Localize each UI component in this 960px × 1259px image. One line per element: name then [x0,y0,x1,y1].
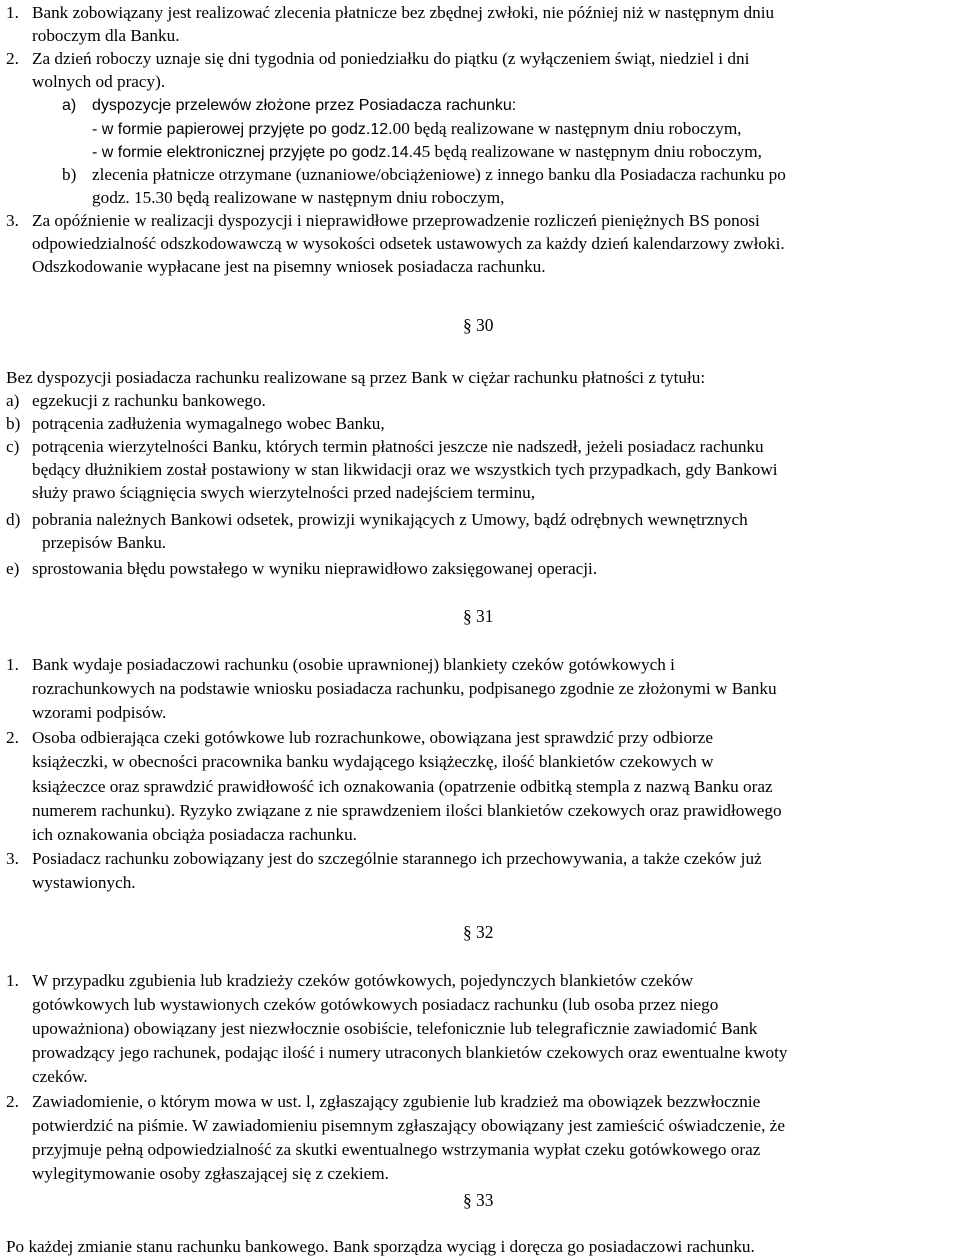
paragraph-line: Po każdej zmianie stanu rachunku bankowego. Bank sporządza wyciąg i doręcza go posiadaczowi rachunku. [6,1237,755,1256]
paragraph-line: Za dzień roboczy uznaje się dni tygodnia od poniedziałku do piątku (z wyłączeniem świąt, niedziel i dni [32,49,750,68]
paragraph-line: przyjmuje pełną odpowiedzialność za skutki ewentualnego wstrzymania wypłat czeku gotówkowego oraz [32,1140,761,1159]
paragraph-line: wylegitymowanie osoby zgłaszającej się z czekiem. [32,1164,389,1183]
paragraph-line: przepisów Banku. [42,533,167,552]
list-number: 2. [6,49,19,68]
sub-line-serif: 00 będą realizowane w następnym dniu roboczym, [392,119,742,138]
paragraph-line: Posiadacz rachunku zobowiązany jest do szczególnie starannego ich przechowywania, a także czeków już [32,849,762,868]
paragraph-line: Odszkodowanie wypłacane jest na pisemny wniosek posiadacza rachunku. [32,257,546,276]
paragraph-line: prowadzący jego rachunek, podając ilość i numery utraconych blankietów czekowych oraz ewentualne kwoty [32,1043,788,1062]
section-heading-33: § 33 [463,1190,494,1210]
section-heading-32: § 32 [463,922,494,942]
paragraph-line: gotówkowych lub wystawionych czeków gotówkowych posiadacz rachunku (lub osoba przez niego [32,995,719,1014]
paragraph-line: upoważniona) obowiązany jest niezwłocznie osobiście, telefonicznie lub telegraficznie zawiadomić Bank [32,1019,758,1038]
sub-heading: dyspozycje przelewów złożone przez Posiadacza rachunku: [92,97,517,114]
list-number: 1. [6,3,19,22]
paragraph-line: rozrachunkowych na podstawie wniosku posiadacza rachunku, podpisanego zgodnie ze złożonymi w Banku [32,679,777,698]
paragraph-line: odpowiedzialność odszkodowawczą w wysokości odsetek ustawowych za każdy dzień kalendarzowy zwłoki. [32,234,785,253]
list-number: 3. [6,211,19,230]
paragraph-line: potrącenia wierzytelności Banku, których termin płatności jeszcze nie nadszedł, jeżeli posiadacz rachunku [32,437,764,456]
paragraph-line: służy prawo ściągnięcia swych wierzytelności przed nadejściem terminu, [32,483,536,502]
section-heading-30: § 30 [463,315,494,335]
list-label: a) [6,391,20,410]
paragraph-line: W przypadku zgubienia lub kradzieży czeków gotówkowych, pojedynczych blankietów czeków [32,971,694,990]
paragraph-line: wolnych od pracy). [32,72,166,91]
paragraph-line: Zawiadomienie, o którym mowa w ust. l, zgłaszający zgubienie lub kradzież ma obowiązek bezzwłocznie [32,1092,761,1111]
list-number: 2. [6,1092,19,1111]
paragraph-line: numerem rachunku). Ryzyko związane z nie sprawdzeniem ilości blankietów czekowych oraz prawidłowego [32,801,782,820]
paragraph-line: wystawionych. [32,873,136,892]
paragraph-line: ich oznakowania obciąża posiadacza rachunku. [32,825,357,844]
paragraph-line: Osoba odbierająca czeki gotówkowe lub rozrachunkowe, obowiązana jest sprawdzić przy odbiorze [32,728,714,747]
paragraph-line: Bez dyspozycji posiadacza rachunku realizowane są przez Bank w ciężar rachunku płatności z tytułu: [6,368,706,387]
sub-line-sans: - w formie elektronicznej przyjęte po godz.14. [92,144,414,161]
sub-line-sans: - w formie papierowej przyjęte po godz.12. [92,121,393,138]
paragraph-line: egzekucji z rachunku bankowego. [32,391,266,410]
sub-label: b) [62,165,77,184]
list-label: b) [6,414,21,433]
paragraph-line: zlecenia płatnicze otrzymane (uznaniowe/obciążeniowe) z innego banku dla Posiadacza rachunku po [92,165,786,184]
paragraph-line: Za opóźnienie w realizacji dyspozycji i nieprawidłowe przeprowadzenie rozliczeń pieniężnych BS ponosi [32,211,760,230]
list-number: 2. [6,728,19,747]
paragraph-line: Bank zobowiązany jest realizować zlecenia płatnicze bez zbędnej zwłoki, nie później niż w następnym dniu [32,3,775,22]
paragraph-line: wzorami podpisów. [32,703,167,722]
paragraph-line: Bank wydaje posiadaczowi rachunku (osobie uprawnionej) blankiety czeków gotówkowych i [32,655,675,674]
paragraph-line: sprostowania błędu powstałego w wyniku nieprawidłowo zaksięgowanej operacji. [32,559,598,578]
paragraph-line: pobrania należnych Bankowi odsetek, prowizji wynikających z Umowy, bądź odrębnych wewnętrznych [32,510,748,529]
paragraph-line: będący dłużnikiem został postawiony w stan likwidacji oraz we wszystkich tych przypadkach, gdy Bankowi [32,460,778,479]
paragraph-line: godz. 15.30 będą realizowane w następnym dniu roboczym, [92,188,505,207]
sub-label: a) [62,97,77,114]
paragraph-line: potwierdzić na piśmie. W zawiadomieniu pisemnym zgłaszający obowiązany jest zamieścić oświadczenie, że [32,1116,785,1135]
paragraph-line: książeczki, w obecności pracownika banku wydającego książeczkę, ilość blankietów czekowych w [32,752,714,771]
list-number: 1. [6,655,19,674]
paragraph-line: czeków. [32,1067,88,1086]
list-label: e) [6,559,20,578]
list-label: c) [6,437,20,456]
paragraph-line: potrącenia zadłużenia wymagalnego wobec Banku, [32,414,385,433]
list-number: 1. [6,971,19,990]
section-heading-31: § 31 [463,606,494,626]
paragraph-line: książeczce oraz sprawdzić prawidłowość ich oznakowania (opatrzenie odbitką stempla z nazwą Banku oraz [32,777,773,796]
paragraph-line: roboczym dla Banku. [32,26,180,45]
list-label: d) [6,510,21,529]
sub-line-serif: 45 będą realizowane w następnym dniu roboczym, [413,142,762,161]
list-number: 3. [6,849,19,868]
